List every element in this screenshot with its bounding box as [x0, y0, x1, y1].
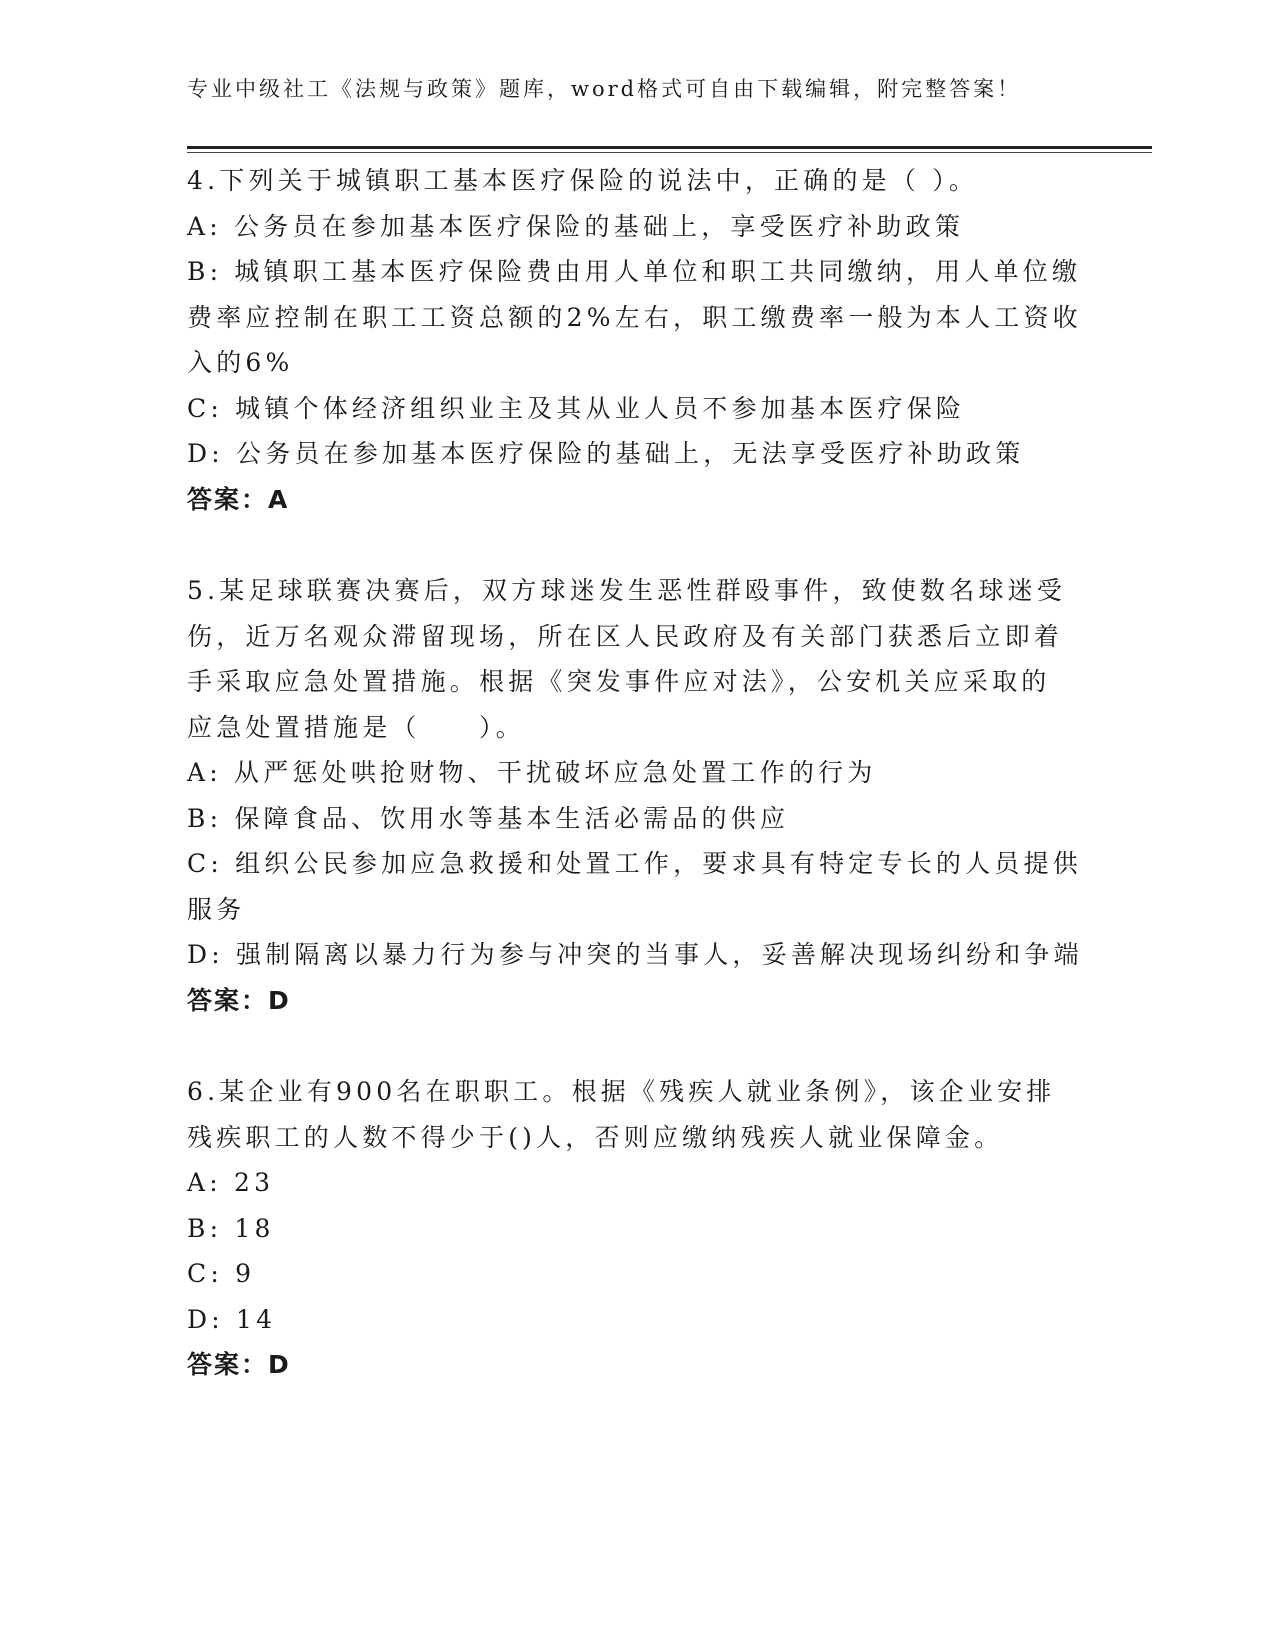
option-a: A: 23 [187, 1168, 275, 1197]
page-header: 专业中级社工《法规与政策》题库，word格式可自由下载编辑，附完整答案！ [187, 77, 1022, 101]
option-a: A: 从严惩处哄抢财物、干扰破坏应急处置工作的行为 [187, 758, 877, 787]
question-stem-cont: 应急处置措施是（ ）。 [187, 712, 525, 742]
option-b: B: 保障食品、饮用水等基本生活必需品的供应 [187, 803, 790, 833]
option-c: C: 城镇个体经济组织业主及其从业人员不参加基本医疗保险 [187, 393, 966, 423]
option-d: D: 强制隔离以暴力行为参与冲突的当事人，妥善解决现场纠纷和争端 [187, 940, 1083, 969]
header-rule [187, 146, 1152, 149]
question-stem: 6.某企业有900名在职职工。根据《残疾人就业条例》，该企业安排 [187, 1077, 1056, 1106]
option-d: D: 14 [187, 1304, 277, 1334]
answer: 答案：D [187, 985, 291, 1015]
option-d: D: 公务员在参加基本医疗保险的基础上，无法享受医疗补助政策 [187, 439, 1025, 468]
option-b-cont: 费率应控制在职工工资总额的2%左右，职工缴费率一般为本人工资收 [187, 302, 1082, 332]
question-6 [187, 1069, 1087, 1388]
header-rule-thin [187, 152, 1152, 153]
option-a: A: 公务员在参加基本医疗保险的基础上，享受医疗补助政策 [187, 211, 965, 241]
question-stem-cont: 残疾职工的人数不得少于()人，否则应缴纳残疾人就业保障金。 [187, 1122, 1004, 1152]
question-stem-cont: 手采取应急处置措施。根据《突发事件应对法》，公安机关应采取的 [187, 667, 1051, 696]
option-b: B: 城镇职工基本医疗保险费由用人单位和职工共同缴纳，用人单位缴 [187, 257, 1082, 286]
option-c: C: 组织公民参加应急救援和处置工作，要求具有特定专长的人员提供 [187, 849, 1082, 878]
option-c: C: 9 [187, 1259, 256, 1288]
question-stem: 4.下列关于城镇职工基本医疗保险的说法中，正确的是（ ）。 [187, 166, 979, 195]
option-c-cont: 服务 [187, 894, 246, 924]
answer: 答案：A [187, 484, 290, 514]
option-b-cont: 入的6% [187, 348, 294, 377]
question-list [187, 158, 1087, 1388]
option-b: B: 18 [187, 1213, 275, 1243]
answer: 答案：D [187, 1350, 291, 1379]
question-stem: 5.某足球联赛决赛后，双方球迷发生恶性群殴事件，致使数名球迷受 [187, 576, 1067, 605]
question-5 [187, 568, 1087, 1023]
question-stem-cont: 伤，近万名观众滞留现场，所在区人民政府及有关部门获悉后立即着 [187, 621, 1064, 651]
question-4 [187, 158, 1087, 522]
